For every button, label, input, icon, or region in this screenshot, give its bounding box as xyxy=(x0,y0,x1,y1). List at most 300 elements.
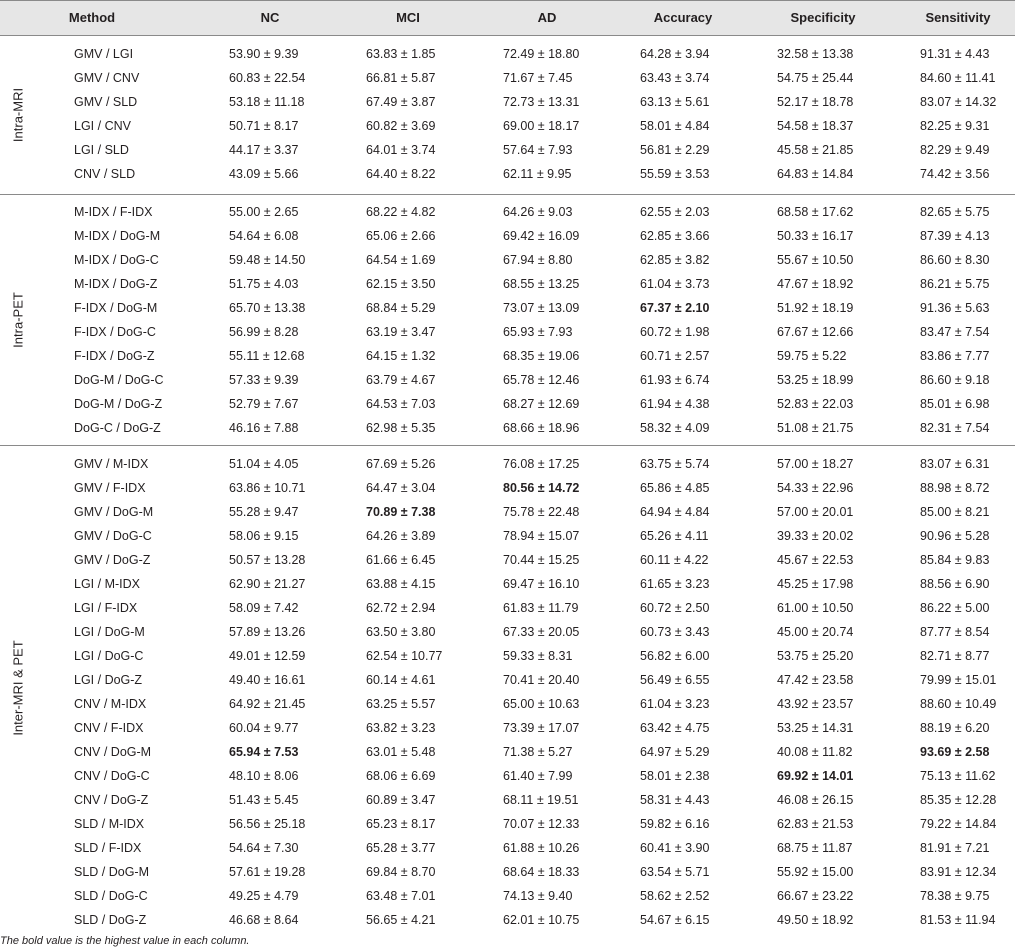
cell-mci: 63.82 ± 3.23 xyxy=(366,721,436,735)
cell-method: GMV / DoG-M xyxy=(74,505,154,519)
cell-method: GMV / LGI xyxy=(74,47,134,61)
cell-accuracy: 63.75 ± 5.74 xyxy=(640,457,710,471)
cell-accuracy: 65.26 ± 4.11 xyxy=(640,529,709,543)
table-row xyxy=(0,740,1015,764)
cell-method: GMV / DoG-Z xyxy=(74,553,151,567)
cell-accuracy: 63.43 ± 3.74 xyxy=(640,71,710,85)
cell-accuracy: 63.54 ± 5.71 xyxy=(640,865,710,879)
cell-mci: 60.89 ± 3.47 xyxy=(366,793,436,807)
table-row xyxy=(0,476,1015,500)
column-header-ad: AD xyxy=(537,10,557,25)
table-row xyxy=(0,200,1015,224)
cell-ad: 65.78 ± 12.46 xyxy=(503,373,580,387)
cell-ad: 61.40 ± 7.99 xyxy=(503,769,573,783)
cell-accuracy: 59.82 ± 6.16 xyxy=(640,817,710,831)
cell-specificity: 55.67 ± 10.50 xyxy=(777,253,854,267)
column-header-nc: NC xyxy=(260,10,280,25)
cell-sensitivity: 75.13 ± 11.62 xyxy=(920,769,996,783)
cell-method: LGI / DoG-C xyxy=(74,649,144,663)
cell-accuracy: 58.01 ± 4.84 xyxy=(640,119,710,133)
cell-mci: 63.19 ± 3.47 xyxy=(366,325,436,339)
cell-sensitivity: 85.01 ± 6.98 xyxy=(920,397,990,411)
cell-method: LGI / DoG-Z xyxy=(74,673,143,687)
cell-ad: 73.39 ± 17.07 xyxy=(503,721,580,735)
cell-sensitivity: 78.38 ± 9.75 xyxy=(920,889,990,903)
cell-mci: 68.22 ± 4.82 xyxy=(366,205,436,219)
cell-specificity: 59.75 ± 5.22 xyxy=(777,349,847,363)
cell-specificity: 47.42 ± 23.58 xyxy=(777,673,854,687)
cell-nc: 60.04 ± 9.77 xyxy=(229,721,299,735)
cell-nc: 59.48 ± 14.50 xyxy=(229,253,306,267)
cell-mci: 64.40 ± 8.22 xyxy=(366,167,436,181)
cell-ad: 71.67 ± 7.45 xyxy=(503,71,573,85)
table-row xyxy=(0,836,1015,860)
cell-mci: 62.72 ± 2.94 xyxy=(366,601,436,615)
cell-sensitivity: 83.47 ± 7.54 xyxy=(920,325,990,339)
cell-ad: 59.33 ± 8.31 xyxy=(503,649,573,663)
cell-method: GMV / F-IDX xyxy=(74,481,146,495)
table-row xyxy=(0,296,1015,320)
cell-nc: 52.79 ± 7.67 xyxy=(229,397,299,411)
cell-method: GMV / SLD xyxy=(74,95,138,109)
cell-nc: 53.90 ± 9.39 xyxy=(229,47,299,61)
cell-accuracy: 61.93 ± 6.74 xyxy=(640,373,710,387)
cell-nc: 51.04 ± 4.05 xyxy=(229,457,299,471)
cell-sensitivity: 86.21 ± 5.75 xyxy=(920,277,990,291)
cell-accuracy: 58.01 ± 2.38 xyxy=(640,769,710,783)
cell-method: F-IDX / DoG-C xyxy=(74,325,156,339)
cell-mci: 70.89 ± 7.38 xyxy=(366,505,436,519)
cell-method: SLD / F-IDX xyxy=(74,841,142,855)
cell-method: F-IDX / DoG-M xyxy=(74,301,158,315)
cell-nc: 54.64 ± 7.30 xyxy=(229,841,299,855)
cell-specificity: 52.83 ± 22.03 xyxy=(777,397,854,411)
cell-specificity: 64.83 ± 14.84 xyxy=(777,167,854,181)
cell-sensitivity: 82.31 ± 7.54 xyxy=(920,421,990,435)
cell-ad: 75.78 ± 22.48 xyxy=(503,505,580,519)
cell-ad: 61.83 ± 11.79 xyxy=(503,601,579,615)
cell-nc: 60.83 ± 22.54 xyxy=(229,71,306,85)
cell-sensitivity: 85.84 ± 9.83 xyxy=(920,553,990,567)
cell-nc: 43.09 ± 5.66 xyxy=(229,167,299,181)
cell-sensitivity: 86.60 ± 9.18 xyxy=(920,373,990,387)
cell-ad: 62.11 ± 9.95 xyxy=(503,167,572,181)
cell-specificity: 55.92 ± 15.00 xyxy=(777,865,854,879)
cell-accuracy: 67.37 ± 2.10 xyxy=(640,301,710,315)
table-row xyxy=(0,620,1015,644)
cell-nc: 65.70 ± 13.38 xyxy=(229,301,306,315)
table-row xyxy=(0,224,1015,248)
table-row xyxy=(0,42,1015,66)
cell-method: CNV / F-IDX xyxy=(74,721,144,735)
cell-ad: 65.00 ± 10.63 xyxy=(503,697,580,711)
cell-ad: 76.08 ± 17.25 xyxy=(503,457,580,471)
table-row xyxy=(0,596,1015,620)
cell-sensitivity: 82.71 ± 8.77 xyxy=(920,649,990,663)
cell-method: SLD / DoG-Z xyxy=(74,913,147,927)
cell-sensitivity: 90.96 ± 5.28 xyxy=(920,529,990,543)
cell-specificity: 54.75 ± 25.44 xyxy=(777,71,854,85)
cell-sensitivity: 79.22 ± 14.84 xyxy=(920,817,997,831)
cell-nc: 65.94 ± 7.53 xyxy=(229,745,299,759)
table-row xyxy=(0,500,1015,524)
cell-specificity: 61.00 ± 10.50 xyxy=(777,601,854,615)
cell-mci: 64.54 ± 1.69 xyxy=(366,253,436,267)
cell-sensitivity: 79.99 ± 15.01 xyxy=(920,673,997,687)
cell-sensitivity: 74.42 ± 3.56 xyxy=(920,167,990,181)
cell-sensitivity: 83.07 ± 14.32 xyxy=(920,95,997,109)
column-header-method: Method xyxy=(68,10,116,25)
cell-mci: 62.15 ± 3.50 xyxy=(366,277,436,291)
table-row xyxy=(0,884,1015,908)
cell-method: LGI / CNV xyxy=(74,119,131,133)
cell-accuracy: 64.94 ± 4.84 xyxy=(640,505,710,519)
cell-accuracy: 61.65 ± 3.23 xyxy=(640,577,710,591)
cell-accuracy: 56.81 ± 2.29 xyxy=(640,143,710,157)
cell-accuracy: 61.94 ± 4.38 xyxy=(640,397,710,411)
cell-ad: 72.73 ± 13.31 xyxy=(503,95,580,109)
cell-mci: 66.81 ± 5.87 xyxy=(366,71,436,85)
cell-specificity: 54.58 ± 18.37 xyxy=(777,119,854,133)
cell-mci: 65.28 ± 3.77 xyxy=(366,841,436,855)
cell-method: SLD / DoG-M xyxy=(74,865,150,879)
cell-specificity: 66.67 ± 23.22 xyxy=(777,889,854,903)
cell-ad: 67.94 ± 8.80 xyxy=(503,253,573,267)
column-header-specificity: Specificity xyxy=(790,10,856,25)
cell-sensitivity: 82.25 ± 9.31 xyxy=(920,119,990,133)
cell-specificity: 53.25 ± 18.99 xyxy=(777,373,854,387)
table-row xyxy=(0,90,1015,114)
cell-accuracy: 60.72 ± 2.50 xyxy=(640,601,710,615)
cell-ad: 57.64 ± 7.93 xyxy=(503,143,573,157)
cell-sensitivity: 87.39 ± 4.13 xyxy=(920,229,990,243)
cell-nc: 58.06 ± 9.15 xyxy=(229,529,299,543)
cell-ad: 68.11 ± 19.51 xyxy=(503,793,579,807)
cell-specificity: 51.08 ± 21.75 xyxy=(777,421,854,435)
cell-specificity: 54.33 ± 22.96 xyxy=(777,481,854,495)
cell-nc: 48.10 ± 8.06 xyxy=(229,769,299,783)
cell-mci: 60.82 ± 3.69 xyxy=(366,119,436,133)
cell-accuracy: 65.86 ± 4.85 xyxy=(640,481,710,495)
cell-accuracy: 64.28 ± 3.94 xyxy=(640,47,710,61)
cell-ad: 69.47 ± 16.10 xyxy=(503,577,580,591)
cell-specificity: 45.00 ± 20.74 xyxy=(777,625,854,639)
table-row xyxy=(0,344,1015,368)
table-row xyxy=(0,644,1015,668)
cell-ad: 62.01 ± 10.75 xyxy=(503,913,580,927)
cell-ad: 78.94 ± 15.07 xyxy=(503,529,580,543)
cell-ad: 70.07 ± 12.33 xyxy=(503,817,580,831)
cell-method: CNV / DoG-M xyxy=(74,745,152,759)
cell-mci: 63.48 ± 7.01 xyxy=(366,889,436,903)
cell-specificity: 39.33 ± 20.02 xyxy=(777,529,854,543)
table-row xyxy=(0,788,1015,812)
table-row xyxy=(0,908,1015,932)
cell-specificity: 45.25 ± 17.98 xyxy=(777,577,854,591)
cell-method: SLD / M-IDX xyxy=(74,817,145,831)
cell-nc: 55.11 ± 12.68 xyxy=(229,349,305,363)
cell-accuracy: 56.82 ± 6.00 xyxy=(640,649,710,663)
table-row xyxy=(0,320,1015,344)
table-row xyxy=(0,162,1015,186)
cell-ad: 70.41 ± 20.40 xyxy=(503,673,580,687)
cell-specificity: 40.08 ± 11.82 xyxy=(777,745,853,759)
cell-accuracy: 60.11 ± 4.22 xyxy=(640,553,709,567)
table-row xyxy=(0,452,1015,476)
cell-specificity: 67.67 ± 12.66 xyxy=(777,325,854,339)
cell-specificity: 32.58 ± 13.38 xyxy=(777,47,854,61)
cell-nc: 58.09 ± 7.42 xyxy=(229,601,299,615)
cell-specificity: 62.83 ± 21.53 xyxy=(777,817,854,831)
cell-mci: 63.01 ± 5.48 xyxy=(366,745,436,759)
cell-sensitivity: 83.91 ± 12.34 xyxy=(920,865,997,879)
cell-sensitivity: 86.60 ± 8.30 xyxy=(920,253,990,267)
cell-method: LGI / DoG-M xyxy=(74,625,145,639)
group-section xyxy=(0,446,1015,929)
cell-ad: 64.26 ± 9.03 xyxy=(503,205,573,219)
cell-accuracy: 61.04 ± 3.73 xyxy=(640,277,710,291)
cell-ad: 80.56 ± 14.72 xyxy=(503,481,580,495)
cell-nc: 55.28 ± 9.47 xyxy=(229,505,299,519)
cell-nc: 50.71 ± 8.17 xyxy=(229,119,299,133)
cell-accuracy: 61.04 ± 3.23 xyxy=(640,697,710,711)
cell-sensitivity: 88.56 ± 6.90 xyxy=(920,577,990,591)
cell-sensitivity: 87.77 ± 8.54 xyxy=(920,625,990,639)
table-row xyxy=(0,248,1015,272)
cell-ad: 72.49 ± 18.80 xyxy=(503,47,580,61)
table-row xyxy=(0,114,1015,138)
cell-method: CNV / M-IDX xyxy=(74,697,147,711)
cell-mci: 63.50 ± 3.80 xyxy=(366,625,436,639)
cell-method: GMV / DoG-C xyxy=(74,529,152,543)
cell-mci: 63.25 ± 5.57 xyxy=(366,697,436,711)
cell-method: DoG-C / DoG-Z xyxy=(74,421,161,435)
cell-accuracy: 63.13 ± 5.61 xyxy=(640,95,710,109)
cell-sensitivity: 86.22 ± 5.00 xyxy=(920,601,990,615)
cell-accuracy: 62.55 ± 2.03 xyxy=(640,205,710,219)
cell-sensitivity: 83.07 ± 6.31 xyxy=(920,457,990,471)
cell-nc: 54.64 ± 6.08 xyxy=(229,229,299,243)
cell-accuracy: 63.42 ± 4.75 xyxy=(640,721,710,735)
column-header-sensitivity: Sensitivity xyxy=(925,10,991,25)
cell-sensitivity: 88.19 ± 6.20 xyxy=(920,721,990,735)
cell-ad: 68.64 ± 18.33 xyxy=(503,865,580,879)
table-row xyxy=(0,524,1015,548)
cell-method: LGI / SLD xyxy=(74,143,129,157)
cell-mci: 65.06 ± 2.66 xyxy=(366,229,436,243)
cell-sensitivity: 85.00 ± 8.21 xyxy=(920,505,990,519)
cell-mci: 67.49 ± 3.87 xyxy=(366,95,436,109)
cell-mci: 62.98 ± 5.35 xyxy=(366,421,436,435)
cell-specificity: 53.75 ± 25.20 xyxy=(777,649,854,663)
cell-nc: 49.01 ± 12.59 xyxy=(229,649,306,663)
table-row xyxy=(0,860,1015,884)
cell-method: CNV / DoG-C xyxy=(74,769,150,783)
cell-nc: 57.33 ± 9.39 xyxy=(229,373,299,387)
cell-method: DoG-M / DoG-Z xyxy=(74,397,163,411)
cell-specificity: 49.50 ± 18.92 xyxy=(777,913,854,927)
cell-specificity: 50.33 ± 16.17 xyxy=(777,229,854,243)
cell-ad: 68.55 ± 13.25 xyxy=(503,277,580,291)
cell-mci: 60.14 ± 4.61 xyxy=(366,673,436,687)
cell-mci: 67.69 ± 5.26 xyxy=(366,457,436,471)
cell-mci: 64.15 ± 1.32 xyxy=(366,349,436,363)
cell-method: M-IDX / DoG-C xyxy=(74,253,159,267)
cell-specificity: 45.67 ± 22.53 xyxy=(777,553,854,567)
cell-accuracy: 58.62 ± 2.52 xyxy=(640,889,710,903)
cell-accuracy: 62.85 ± 3.66 xyxy=(640,229,710,243)
table-row xyxy=(0,392,1015,416)
table-row xyxy=(0,272,1015,296)
cell-mci: 63.88 ± 4.15 xyxy=(366,577,436,591)
table-row xyxy=(0,368,1015,392)
cell-method: GMV / CNV xyxy=(74,71,140,85)
cell-method: F-IDX / DoG-Z xyxy=(74,349,155,363)
cell-mci: 63.83 ± 1.85 xyxy=(366,47,436,61)
table-row xyxy=(0,548,1015,572)
cell-method: SLD / DoG-C xyxy=(74,889,148,903)
cell-nc: 51.43 ± 5.45 xyxy=(229,793,299,807)
cell-method: M-IDX / DoG-M xyxy=(74,229,161,243)
cell-method: DoG-M / DoG-C xyxy=(74,373,164,387)
cell-sensitivity: 91.36 ± 5.63 xyxy=(920,301,990,315)
cell-specificity: 69.92 ± 14.01 xyxy=(777,769,854,783)
cell-accuracy: 64.97 ± 5.29 xyxy=(640,745,710,759)
cell-ad: 71.38 ± 5.27 xyxy=(503,745,573,759)
cell-ad: 68.27 ± 12.69 xyxy=(503,397,580,411)
cell-specificity: 45.58 ± 21.85 xyxy=(777,143,854,157)
table-row xyxy=(0,66,1015,90)
cell-nc: 46.68 ± 8.64 xyxy=(229,913,299,927)
cell-nc: 53.18 ± 11.18 xyxy=(229,95,305,109)
group-section xyxy=(0,36,1015,195)
cell-sensitivity: 93.69 ± 2.58 xyxy=(920,745,990,759)
cell-sensitivity: 85.35 ± 12.28 xyxy=(920,793,997,807)
cell-nc: 56.99 ± 8.28 xyxy=(229,325,299,339)
cell-sensitivity: 88.60 ± 10.49 xyxy=(920,697,997,711)
cell-mci: 64.53 ± 7.03 xyxy=(366,397,436,411)
cell-nc: 56.56 ± 25.18 xyxy=(229,817,306,831)
cell-nc: 50.57 ± 13.28 xyxy=(229,553,306,567)
cell-sensitivity: 91.31 ± 4.43 xyxy=(920,47,990,61)
cell-accuracy: 58.31 ± 4.43 xyxy=(640,793,710,807)
table-row xyxy=(0,716,1015,740)
cell-method: M-IDX / F-IDX xyxy=(74,205,153,219)
group-label-text: Intra-PET xyxy=(10,292,26,348)
cell-mci: 56.65 ± 4.21 xyxy=(366,913,436,927)
cell-nc: 57.89 ± 13.26 xyxy=(229,625,306,639)
cell-specificity: 68.75 ± 11.87 xyxy=(777,841,853,855)
cell-ad: 67.33 ± 20.05 xyxy=(503,625,580,639)
table-row xyxy=(0,692,1015,716)
cell-specificity: 43.92 ± 23.57 xyxy=(777,697,854,711)
cell-ad: 69.00 ± 18.17 xyxy=(503,119,580,133)
cell-accuracy: 58.32 ± 4.09 xyxy=(640,421,710,435)
cell-sensitivity: 82.29 ± 9.49 xyxy=(920,143,990,157)
cell-method: M-IDX / DoG-Z xyxy=(74,277,158,291)
group-label-text: Inter-MRI & PET xyxy=(10,639,26,736)
cell-ad: 68.35 ± 19.06 xyxy=(503,349,580,363)
cell-sensitivity: 88.98 ± 8.72 xyxy=(920,481,990,495)
table-row xyxy=(0,138,1015,162)
cell-sensitivity: 81.53 ± 11.94 xyxy=(920,913,996,927)
table-row xyxy=(0,668,1015,692)
cell-mci: 61.66 ± 6.45 xyxy=(366,553,436,567)
cell-specificity: 52.17 ± 18.78 xyxy=(777,95,854,109)
cell-specificity: 57.00 ± 18.27 xyxy=(777,457,854,471)
cell-nc: 51.75 ± 4.03 xyxy=(229,277,299,291)
cell-ad: 69.42 ± 16.09 xyxy=(503,229,580,243)
cell-accuracy: 56.49 ± 6.55 xyxy=(640,673,710,687)
cell-nc: 46.16 ± 7.88 xyxy=(229,421,299,435)
cell-accuracy: 54.67 ± 6.15 xyxy=(640,913,710,927)
table-row xyxy=(0,764,1015,788)
cell-accuracy: 60.72 ± 1.98 xyxy=(640,325,710,339)
table-row xyxy=(0,416,1015,440)
cell-mci: 65.23 ± 8.17 xyxy=(366,817,436,831)
cell-nc: 63.86 ± 10.71 xyxy=(229,481,306,495)
cell-nc: 44.17 ± 3.37 xyxy=(229,143,299,157)
cell-specificity: 53.25 ± 14.31 xyxy=(777,721,854,735)
cell-accuracy: 60.71 ± 2.57 xyxy=(640,349,710,363)
cell-nc: 57.61 ± 19.28 xyxy=(229,865,306,879)
cell-ad: 74.13 ± 9.40 xyxy=(503,889,573,903)
cell-specificity: 46.08 ± 26.15 xyxy=(777,793,854,807)
group-label-text: Intra-MRI xyxy=(10,87,26,143)
cell-accuracy: 55.59 ± 3.53 xyxy=(640,167,710,181)
cell-method: LGI / M-IDX xyxy=(74,577,140,591)
cell-ad: 61.88 ± 10.26 xyxy=(503,841,580,855)
cell-sensitivity: 81.91 ± 7.21 xyxy=(920,841,990,855)
cell-specificity: 57.00 ± 20.01 xyxy=(777,505,854,519)
cell-nc: 49.25 ± 4.79 xyxy=(229,889,299,903)
cell-specificity: 51.92 ± 18.19 xyxy=(777,301,854,315)
cell-method: CNV / DoG-Z xyxy=(74,793,149,807)
cell-mci: 64.47 ± 3.04 xyxy=(366,481,436,495)
cell-mci: 68.84 ± 5.29 xyxy=(366,301,436,315)
table-row xyxy=(0,812,1015,836)
group-section xyxy=(0,195,1015,446)
table-header xyxy=(0,1,1015,36)
column-header-mci: MCI xyxy=(396,10,420,25)
cell-ad: 70.44 ± 15.25 xyxy=(503,553,580,567)
table-row xyxy=(0,572,1015,596)
cell-accuracy: 62.85 ± 3.82 xyxy=(640,253,710,267)
cell-nc: 64.92 ± 21.45 xyxy=(229,697,306,711)
cell-mci: 63.79 ± 4.67 xyxy=(366,373,436,387)
cell-accuracy: 60.73 ± 3.43 xyxy=(640,625,710,639)
cell-sensitivity: 83.86 ± 7.77 xyxy=(920,349,990,363)
cell-method: LGI / F-IDX xyxy=(74,601,138,615)
cell-specificity: 47.67 ± 18.92 xyxy=(777,277,854,291)
cell-ad: 65.93 ± 7.93 xyxy=(503,325,573,339)
column-header-accuracy: Accuracy xyxy=(653,10,713,25)
cell-sensitivity: 82.65 ± 5.75 xyxy=(920,205,990,219)
cell-nc: 55.00 ± 2.65 xyxy=(229,205,299,219)
cell-sensitivity: 84.60 ± 11.41 xyxy=(920,71,996,85)
table-footnote: The bold value is the highest value in each column. xyxy=(0,935,250,947)
cell-ad: 68.66 ± 18.96 xyxy=(503,421,580,435)
cell-mci: 64.01 ± 3.74 xyxy=(366,143,436,157)
cell-mci: 64.26 ± 3.89 xyxy=(366,529,436,543)
cell-ad: 73.07 ± 13.09 xyxy=(503,301,580,315)
cell-nc: 49.40 ± 16.61 xyxy=(229,673,306,687)
cell-accuracy: 60.41 ± 3.90 xyxy=(640,841,710,855)
cell-mci: 68.06 ± 6.69 xyxy=(366,769,436,783)
cell-specificity: 68.58 ± 17.62 xyxy=(777,205,854,219)
cell-method: CNV / SLD xyxy=(74,167,136,181)
cell-mci: 69.84 ± 8.70 xyxy=(366,865,436,879)
